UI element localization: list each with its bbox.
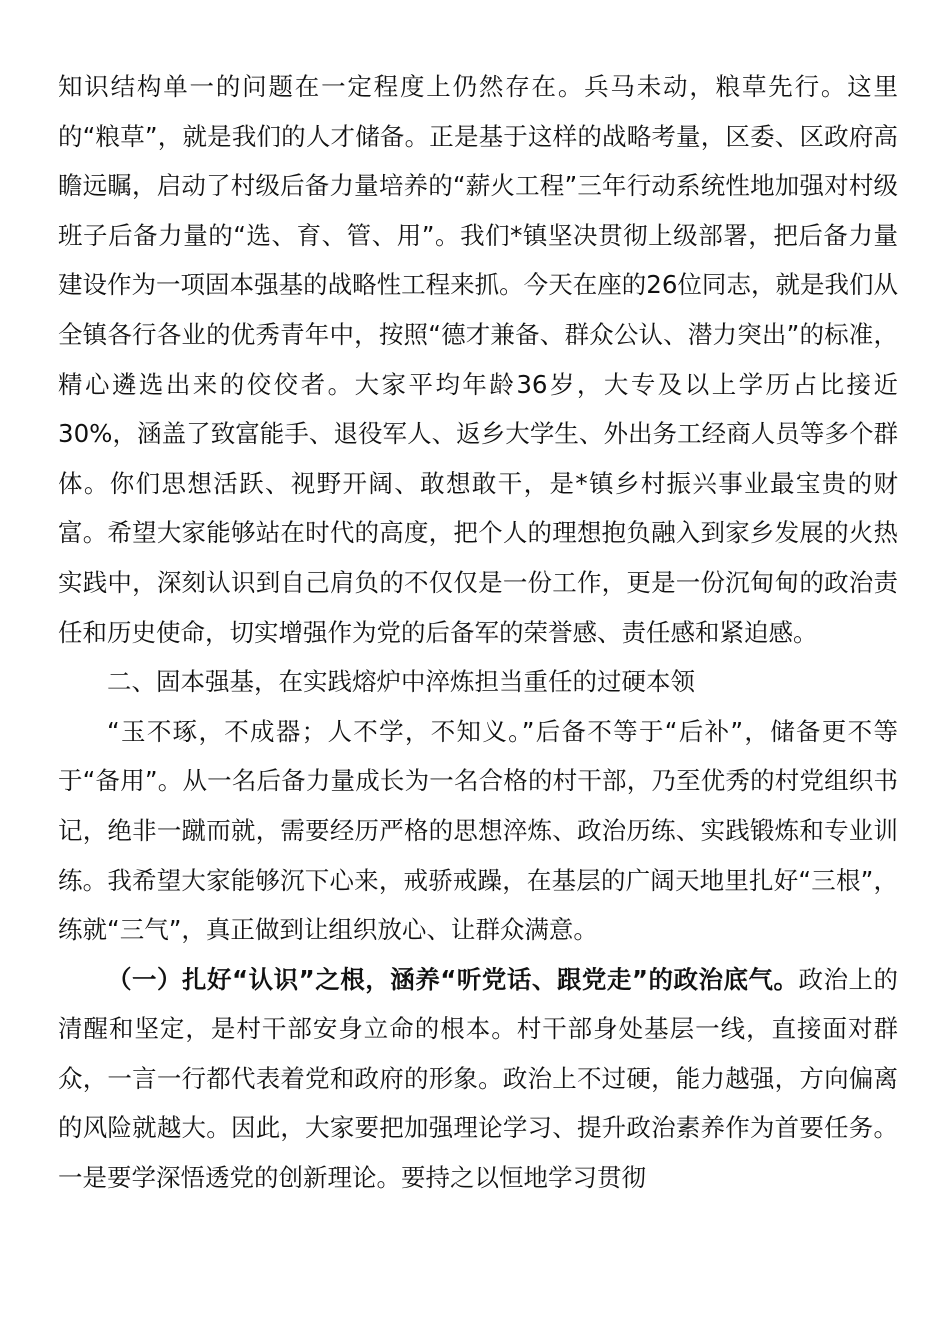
paragraph-quote-intro: “玉不琢，不成器；人不学，不知义。”后备不等于“后补”，储备更不等于“备用”。从一名后备力量成长为一名合格的村干部，乃至优秀的村党组织书记，绝非一蹴而就，需要经历严格的思想淬炼、政治历练、实践锻炼和专业训练。我希望大家能够沉下心来，戒骄戒躁，在基层的广阔天地里扎好“三根”，练就“三气”，真正做到让组织放心、让群众满意。 [58,716,898,945]
document-body [58,62,898,1203]
section-heading: 二、固本强基，在实践熔炉中淬炼担当重任的过硬本领 [107,667,695,697]
paragraph-subsection-one [58,955,898,1203]
subsection-body: 政治上的清醒和坚定，是村干部安身立命的根本。村干部身处基层一线，直接面对群众，一言一行都代表着党和政府的形象。政治上不过硬，能力越强，方向偏离的风险就越大。因此，大家要把加强理论学习、提升政治素养作为首要任务。一是要学深悟透党的创新理论。要持之以恒地学习贯彻 [58,964,899,1193]
subsection-heading: （一）扎好“认识”之根，涵养“听党话、跟党走”的政治底气。 [107,964,799,994]
paragraph-continuation: 知识结构单一的问题在一定程度上仍然存在。兵马未动，粮草先行。这里的“粮草”，就是我们的人才储备。正是基于这样的战略考量，区委、区政府高瞻远瞩，启动了村级后备力量培养的“薪火工程”三年行动系统性地加强对村级班子后备力量的“选、育、管、用”。我们*镇坚决贯彻上级部署，把后备力量建设作为一项固本强基的战略性工程来抓。今天在座的26位同志，就是我们从全镇各行各业的优秀青年中，按照“德才兼备、群众公认、潜力突出”的标准，精心遴选出来的佼佼者。大家平均年龄36岁，大专及以上学历占比接近30%，涵盖了致富能手、退役军人、返乡大学生、外出务工经商人员等多个群体。你们思想活跃、视野开阔、敢想敢干，是*镇乡村振兴事业最宝贵的财富。希望大家能够站在时代的高度，把个人的理想抱负融入到家乡发展的火热实践中，深刻认识到自己肩负的不仅仅是一份工作，更是一份沉甸甸的政治责任和历史使命，切实增强作为党的后备军的荣誉感、责任感和紧迫感。 [58,72,898,647]
